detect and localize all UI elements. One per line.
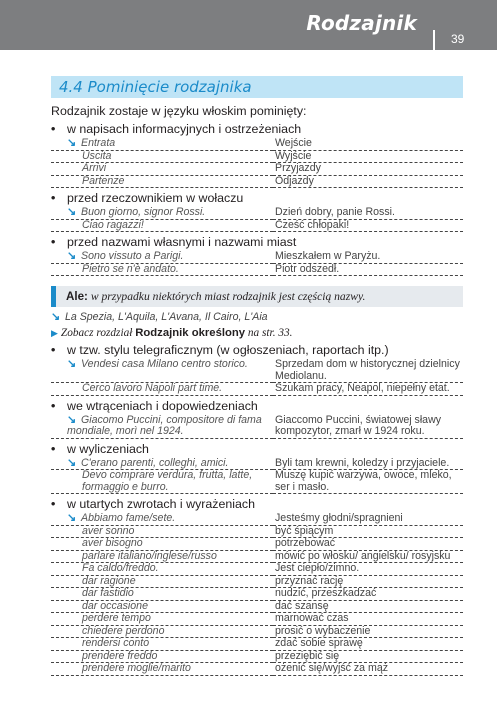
bullet-icon: •: [51, 122, 56, 136]
polish-translation: marnować czas: [273, 613, 463, 626]
italian-text: dar occasione: [82, 599, 148, 612]
rule-bullet: [51, 497, 463, 512]
polish-translation: nudzić, przeszkadzać: [273, 588, 463, 601]
italian-example: [51, 150, 273, 163]
italian-example: [51, 415, 273, 439]
italian-example: [51, 513, 273, 525]
note-box: [51, 286, 463, 307]
polish-translation: zdać sobie sprawę: [273, 638, 463, 651]
italian-text: perdere tempo: [82, 612, 151, 624]
rule-label: we wtrąceniach i dopowiedzeniach: [67, 398, 258, 413]
rule-label: przed nazwami własnymi i nazwami miast: [67, 235, 297, 249]
italian-text: C'erano parenti, colleghi, amici.: [81, 456, 229, 469]
italian-text: Arrivi: [82, 162, 107, 174]
rule-block: [51, 497, 463, 676]
rule-label: w tzw. stylu telegraficznym (w ogłoszeniach, raportach itp.): [67, 343, 389, 357]
italian-example: [51, 219, 273, 232]
italian-text: prendere moglie/marito: [82, 662, 191, 674]
italian-text: Pietro se n'è andato.: [82, 262, 179, 275]
rule-label: w napisach informacyjnych i ostrzeżeniach: [67, 122, 302, 136]
italian-example: [51, 600, 273, 613]
polish-translation: Odjazdy: [273, 175, 463, 188]
polish-translation: Dzień dobry, panie Rossi.: [273, 207, 463, 219]
rule-bullet: [51, 343, 463, 358]
polish-translation: Piotr odszedł.: [273, 263, 463, 276]
rule-bullet: [51, 122, 463, 137]
italian-text: Fa caldo/freddo.: [82, 562, 159, 574]
polish-translation: mówić po włosku/ angielsku/ rosyjsku: [273, 550, 463, 563]
polish-translation: Byli tam krewni, koledzy i przyjaciele.: [273, 458, 463, 470]
italian-example: [51, 613, 273, 626]
arrow-down-right-icon: ↘: [51, 311, 61, 323]
example-row: [51, 588, 463, 601]
italian-example: [51, 575, 273, 588]
polish-translation: Cześć chłopaki!: [273, 219, 463, 232]
polish-translation: przyznać rację: [273, 575, 463, 588]
rule-bullet: [51, 191, 463, 206]
bullet-icon: •: [51, 343, 56, 357]
polish-translation: Muszę kupić warzywa, owoce, mleko, ser i masło.: [273, 470, 463, 494]
italian-example: [51, 263, 273, 276]
example-table: [51, 251, 463, 276]
example-row: [51, 613, 463, 626]
polish-translation: Jesteśmy głodni/spragnieni: [273, 513, 463, 525]
rule-block: [51, 343, 463, 396]
arrow-down-right-icon: ↘: [67, 413, 77, 426]
italian-text: dar ragione: [82, 574, 136, 587]
rule-label: w utartych zwrotach i wyrażeniach: [67, 497, 255, 511]
italian-text: prendere freddo: [82, 649, 158, 662]
see-also-prefix: Zobacz rozdział: [60, 327, 133, 339]
italian-text: aver bisogno: [82, 537, 143, 549]
example-row: [51, 138, 463, 150]
example-row: [51, 415, 463, 439]
example-row: [51, 163, 463, 176]
example-row: [51, 575, 463, 588]
italian-text: Cerco lavoro Napoli part time.: [82, 382, 223, 394]
example-table: [51, 415, 463, 439]
rule-bullet: [51, 235, 463, 250]
example-row: [51, 625, 463, 638]
italian-text: Uscita: [82, 149, 112, 162]
section-intro: Rodzajnik zostaje w języku włoskim pominięty:: [51, 104, 307, 118]
italian-text: Devo comprare verdura, frutta, latte, formaggio e burro.: [82, 469, 253, 493]
rule-block: [51, 122, 463, 188]
italian-example: [51, 383, 273, 396]
italian-example: [51, 359, 273, 383]
rule-label: w wyliczeniach: [67, 441, 149, 456]
rule-bullet: [51, 442, 463, 457]
italian-example: [51, 638, 273, 651]
italian-example: [51, 538, 273, 551]
example-row: [51, 525, 463, 538]
italian-text: chiedere perdono: [82, 624, 165, 637]
example-row: [51, 563, 463, 576]
note-label: Ale:: [66, 290, 88, 303]
polish-translation: Szukam pracy, Neapol, niepełny etat.: [273, 383, 463, 396]
italian-text: Sono vissuto a Parigi.: [81, 250, 184, 262]
polish-translation: Jest ciepło/zimno.: [273, 563, 463, 576]
example-row: [51, 383, 463, 396]
bullet-icon: •: [51, 497, 56, 511]
italian-text: rendersi conto: [82, 637, 150, 649]
rule-block: [51, 235, 463, 276]
italian-example: [51, 650, 273, 663]
example-row: [51, 359, 463, 383]
example-table: [51, 359, 463, 396]
example-row: [51, 219, 463, 232]
italian-text: Abbiamo fame/sete.: [81, 512, 176, 524]
example-table: [51, 513, 463, 676]
arrow-down-right-icon: ↘: [67, 250, 77, 262]
polish-translation: Giaccomo Puccini, światowej sławy kompozytor, zmarł w 1924 roku.: [273, 415, 463, 439]
rule-label: przed rzeczownikiem w wołaczu: [67, 191, 244, 205]
italian-text: Buon giorno, signor Rossi.: [81, 206, 206, 218]
example-table: [51, 458, 463, 495]
city-list: La Spezia, L'Aquila, L'Avana, Il Cairo, L'Aia: [65, 311, 268, 323]
page-header: [0, 0, 497, 50]
italian-text: dar fastidio: [82, 587, 134, 599]
example-row: [51, 251, 463, 263]
arrow-down-right-icon: ↘: [67, 206, 77, 218]
example-row: [51, 470, 463, 494]
polish-translation: potrzebować: [273, 538, 463, 551]
triangle-right-icon: ▶: [51, 328, 58, 338]
rule-block: [51, 442, 463, 495]
chapter-title: Rodzajnik: [306, 11, 417, 35]
italian-example: [51, 207, 273, 219]
example-table: [51, 138, 463, 188]
polish-translation: dać szansę: [273, 600, 463, 613]
example-row: [51, 263, 463, 276]
italian-text: Vendesi casa Milano centro storico.: [81, 358, 248, 370]
italian-text: Ciao ragazzi!: [82, 218, 144, 231]
polish-translation: prosić o wybaczenie: [273, 625, 463, 638]
polish-translation: Wyjście: [273, 150, 463, 163]
example-row: [51, 663, 463, 676]
italian-example: [51, 563, 273, 576]
polish-translation: przeziębić się: [273, 650, 463, 663]
example-row: [51, 175, 463, 188]
rule-list-b: [51, 343, 463, 676]
italian-text: parlare italiano/inglese/russo: [82, 549, 217, 562]
example-row: [51, 550, 463, 563]
polish-translation: być śpiącym: [273, 525, 463, 538]
bullet-icon: •: [51, 441, 56, 456]
city-examples: [51, 311, 463, 324]
italian-text: Entrata: [81, 137, 116, 149]
italian-example: [51, 458, 273, 470]
italian-example: [51, 663, 273, 676]
arrow-down-right-icon: ↘: [67, 512, 77, 524]
italian-example: [51, 251, 273, 263]
example-table: [51, 207, 463, 232]
header-divider: [433, 30, 435, 50]
example-row: [51, 600, 463, 613]
example-row: [51, 150, 463, 163]
italian-example: [51, 470, 273, 494]
italian-example: [51, 163, 273, 176]
example-row: [51, 513, 463, 525]
arrow-down-right-icon: ↘: [67, 358, 77, 370]
example-row: [51, 207, 463, 219]
polish-translation: Mieszkałem w Paryżu.: [273, 251, 463, 263]
italian-text: Partenze: [82, 174, 125, 187]
italian-example: [51, 175, 273, 188]
italian-text: aver sonno: [82, 524, 135, 537]
rule-list-a: [51, 122, 463, 276]
italian-example: [51, 625, 273, 638]
example-row: [51, 650, 463, 663]
example-row: [51, 638, 463, 651]
page-content: [51, 76, 463, 676]
see-also-reference[interactable]: [51, 327, 463, 340]
section-heading: 4.4 Pominięcie rodzajnika: [51, 76, 463, 98]
bullet-icon: •: [51, 191, 56, 205]
polish-translation: Przyjazdy: [273, 163, 463, 176]
rule-bullet: [51, 399, 463, 414]
polish-translation: ożenić się/wyjść za mąż: [273, 663, 463, 676]
bullet-icon: •: [51, 235, 56, 249]
see-also-suffix: na str. 33.: [247, 327, 293, 339]
italian-example: [51, 550, 273, 563]
note-text: w przypadku niektórych miast rodzajnik jest częścią nazwy.: [90, 290, 366, 303]
bullet-icon: •: [51, 398, 56, 413]
see-also-chapter[interactable]: Rodzajnik określony: [135, 327, 246, 339]
example-row: [51, 538, 463, 551]
arrow-down-right-icon: ↘: [67, 137, 77, 149]
italian-example: [51, 588, 273, 601]
italian-example: [51, 525, 273, 538]
arrow-down-right-icon: ↘: [67, 456, 77, 469]
polish-translation: Sprzedam dom w historycznej dzielnicy Mediolanu.: [273, 359, 463, 383]
rule-block: [51, 399, 463, 439]
rule-block: [51, 191, 463, 232]
italian-text: Giacomo Puccini, compositore di fama mondiale, morì nel 1924.: [67, 413, 262, 437]
polish-translation: Wejście: [273, 138, 463, 150]
example-row: [51, 458, 463, 470]
italian-example: [51, 138, 273, 150]
page-number: 39: [451, 32, 465, 46]
